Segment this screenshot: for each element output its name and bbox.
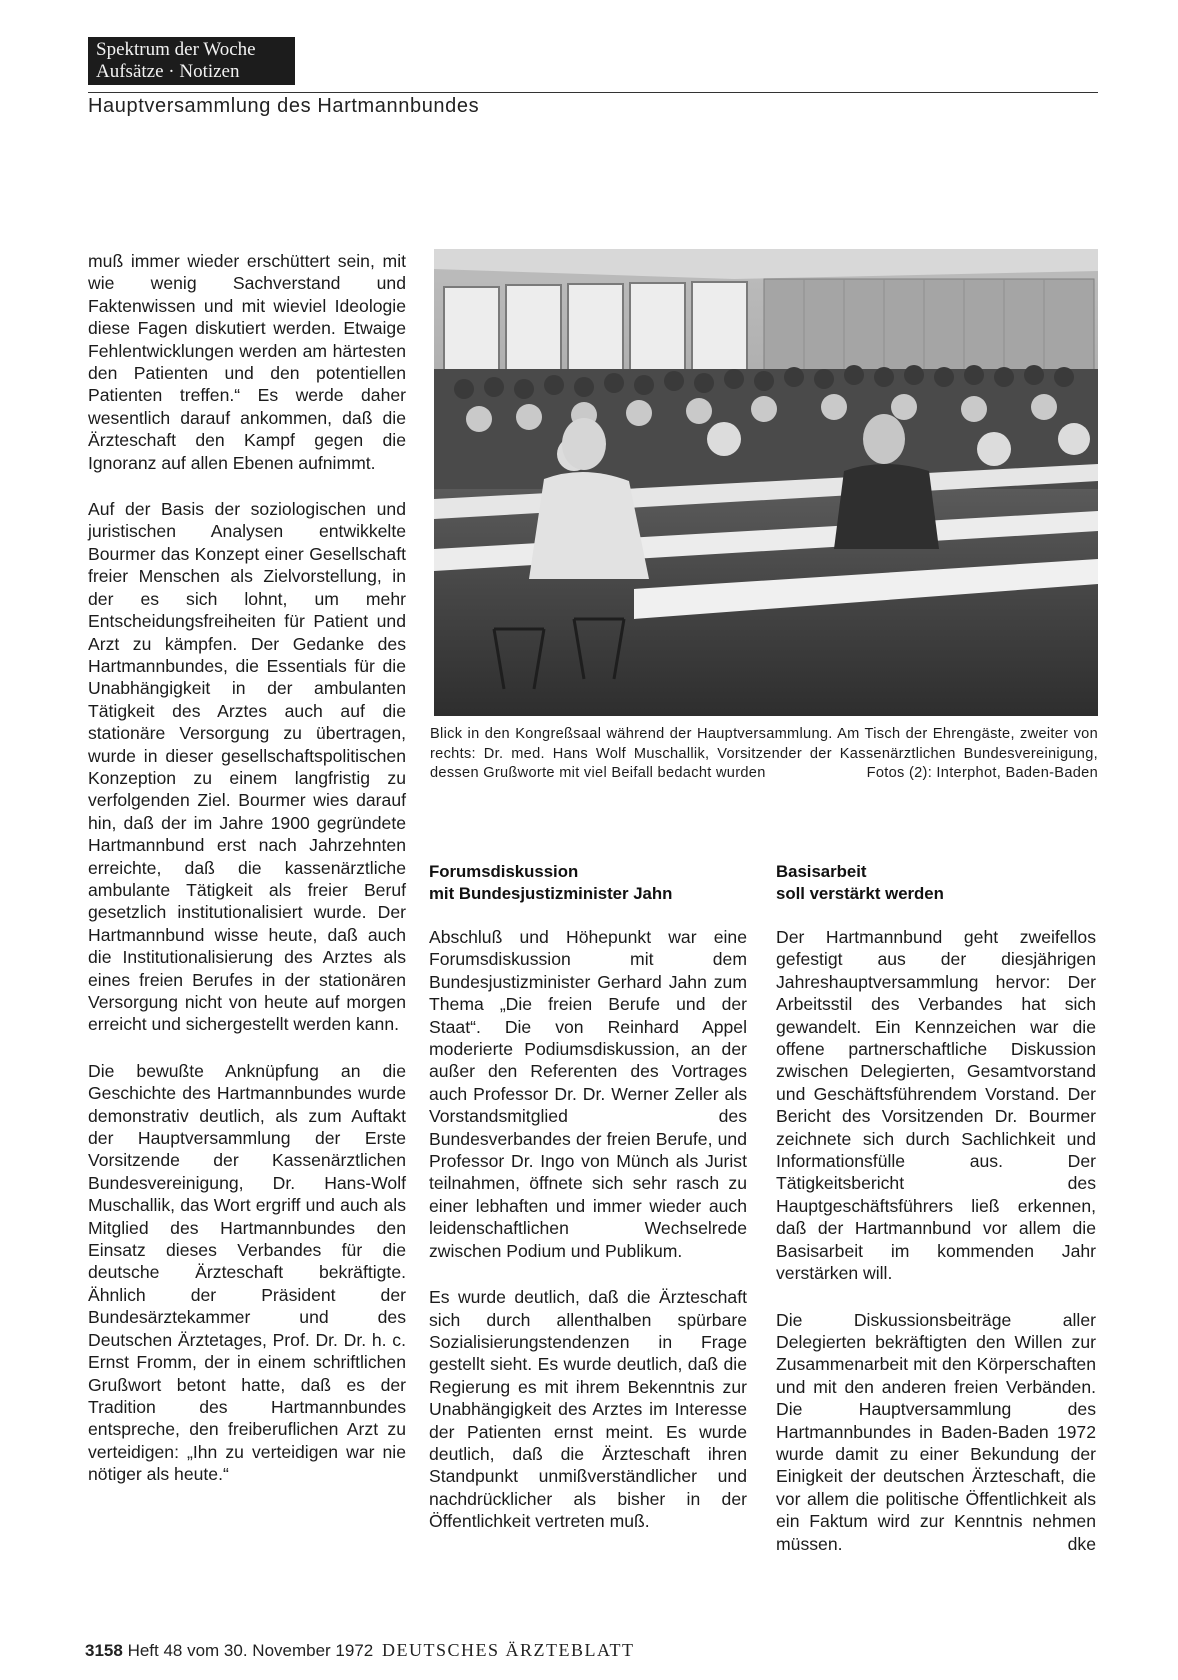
subhead-right-line1: Basisarbeit (776, 862, 867, 881)
photo-caption (430, 725, 1098, 784)
header-box-line1: Spektrum der Woche (96, 39, 256, 60)
left-paragraph-3: Die bewußte Anknüpfung an die Geschichte des Hartmannbundes wurde demonstrativ deutlich, als zum Auftakt der Hauptversammlung der Erste Vorsitzende der Kassenärztlichen Bundesvereinigung, Dr. Hans-Wolf Muschallik, das Wort ergriff und auch als Mitglied des Hartmannbundes den Einsatz dieses Verbandes für die deutsche Ärzteschaft bekräftigte. Ähnlich der Präsident der Bundesärztekammer und des Deutschen Ärztetages, Prof. Dr. Dr. h. c. Ernst Fromm, der in einem schriftlichen Grußwort betont hatte, daß es der Tradition des Hartmannbundes entspreche, den freiberuflichen Arzt zu verteidigen: „Ihn zu verteidigen war nie nötiger als heute.“ (88, 1060, 406, 1485)
left-paragraph-1: muß immer wieder erschüttert sein, mit wie wenig Sachverstand und Faktenwissen und mit wieviel Ideologie diese Fagen diskutiert werden. Etwaige Fehlentwicklungen werden am härtesten den Patienten und den potentiellen Patienten treffen.“ Es werde daher wesentlich darauf ankommen, daß die Ärzteschaft den Kampf gegen die Ignoranz auf allen Ebenen aufnimmt. (88, 251, 406, 473)
header-rule (88, 92, 1098, 93)
right-paragraph-2: Die Diskussionsbeiträge aller Delegierten bekräftigten den Willen zur Zusammenarbeit mit den Körperschaften und mit den anderen freien Verbänden. Die Hauptversammlung des Hartmannbundes in Baden-Baden 1972 wurde damit zu einer Bekundung der Einigkeit der deutschen Ärzteschaft, die vor allem die politische Öffentlichkeit als ein Faktum wird zur Kenntnis nehmen müssen. (776, 1309, 1096, 1554)
subhead-right-line2: soll verstärkt werden (776, 884, 944, 903)
conference-hall-illustration (434, 249, 1098, 716)
subhead-mid-line1: Forumsdiskussion (429, 862, 579, 881)
subhead-forumsdiskussion (429, 861, 749, 905)
header-box-line2: Aufsätze · Notizen (96, 61, 240, 82)
right-paragraph-1: Der Hartmannbund geht zweifellos gefestigt aus der diesjährigen Jahreshauptversammlung hervor: Der Arbeitsstil des Verbandes hat sich gewandelt. Ein Kennzeichen war die offene partnerschaftliche Diskussion zwischen Delegierten, Gesamtvorstand und Geschäftsführendem Vorstand. Der Bericht des Vorsitzenden Dr. Bourmer zeichnete sich durch Sachlichkeit und Informationsfülle aus. Der Tätigkeitsbericht des Hauptgeschäftsführers ließ erkennen, daß der Hartmannbund vor allem die Basisarbeit im kommenden Jahr verstärken will. (776, 927, 1096, 1284)
author-signature: dke (1067, 1533, 1096, 1554)
section-title: Hauptversammlung des Hartmannbundes (88, 95, 480, 117)
right-column (776, 926, 1096, 1555)
header-box (88, 37, 295, 85)
left-paragraph-2: Auf der Basis der soziologischen und juristischen Analysen entwikkelte Bourmer das Konzept einer Gesellschaft freier Menschen als Zielvorstellung, in der es sich lohnt, um mehr Entscheidungsfreiheiten für Patient und Arzt zu kämpfen. Der Gedanke des Hartmannbundes, die Essentials für die Unabhängigkeit in der ambulanten Tätigkeit des Arztes auch auf die stationäre Versorgung zu übertragen, wurde in dieser gesellschaftspolitischen Konzeption zu einem langfristig zu verfolgenden Ziel. Bourmer wies darauf hin, daß der im Jahre 1900 gegründete Hartmannbund erst nach Jahrzehnten erreichte, daß die kassenärztliche ambulante Tätigkeit als freier Beruf gesetzlich institutionalisiert wurde. Der Hartmannbund wisse heute, daß auch die Institutionalisierung des Arztes als eines freien Berufes in der stationären Versorgung nicht von heute auf morgen erreicht und sichergestellt werden kann. (88, 499, 406, 1035)
caption-text: Blick in den Kongreßsaal während der Hauptversammlung. Am Tisch der Ehrengäste, zweiter von rechts: Dr. med. Hans Wolf Muschallik, Vorsitzender der Kassenärztlichen Bundesvereinigung, dessen Grußworte mit viel Beifall bedacht wurden (430, 726, 1098, 781)
left-column (88, 250, 406, 1510)
photo-credit: Fotos (2): Interphot, Baden-Baden (866, 765, 1098, 781)
middle-paragraph-1: Abschluß und Höhepunkt war eine Forumsdiskussion mit dem Bundesjustizminister Gerhard Jahn zum Thema „Die freien Berufe und der Staat“. Die von Reinhard Appel moderierte Podiumsdiskussion, an der außer den Referenten des Vortrages auch Professor Dr. Dr. Werner Zeller als Vorstandsmitglied des Bundesverbandes der freien Berufe, und Professor Dr. Ingo von Münch als Jurist teilnahmen, öffnete sich sehr rasch zu einer lebhaften und immer wieder auch leidenschaftlichen Wechselrede zwischen Podium und Publikum. (429, 927, 747, 1261)
page-footer (85, 1640, 634, 1661)
journal-name: DEUTSCHES ÄRZTEBLATT (381, 1640, 635, 1660)
page-number: 3158 (85, 1641, 123, 1660)
middle-column (429, 926, 747, 1557)
subhead-basisarbeit (776, 861, 1096, 905)
subhead-mid-line2: mit Bundesjustizminister Jahn (429, 884, 673, 903)
issue-info: Heft 48 vom 30. November 1972 (127, 1641, 374, 1660)
conference-hall-photo (434, 249, 1098, 716)
middle-paragraph-2: Es wurde deutlich, daß die Ärzteschaft sich durch allenthalben spürbare Sozialisierungstendenzen in Frage gestellt sieht. Es wurde deutlich, daß die Regierung es mit ihrem Bekenntnis zur Unabhängigkeit des Arztes im Interesse der Patienten ernst meint. Es wurde deutlich, daß die Ärzteschaft ihren Standpunkt unmißverständlicher und nachdrücklicher als bisher in der Öffentlichkeit vertreten muß. (429, 1287, 747, 1532)
